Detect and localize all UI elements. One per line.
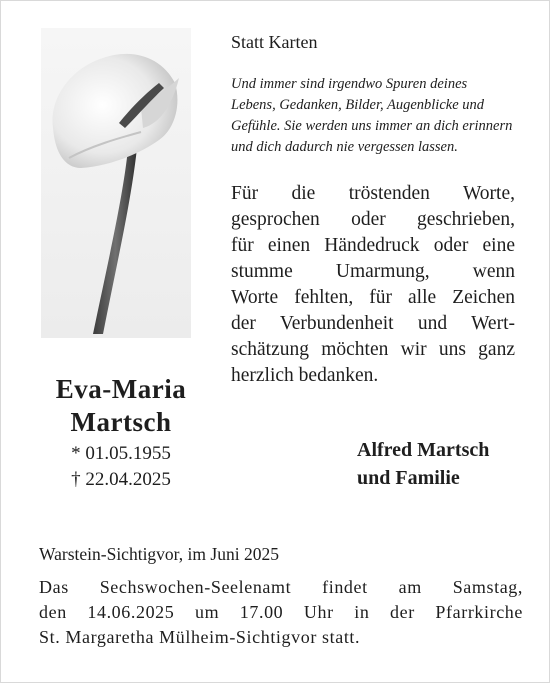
thanks-line: Für die tröstenden Worte, [231, 183, 515, 204]
quote [231, 74, 531, 158]
signature-family: und Familie [357, 467, 460, 489]
thanks-text [231, 181, 515, 389]
header-statt-karten: Statt Karten [231, 32, 318, 52]
thanks-line: herzlich bedanken. [231, 365, 379, 386]
notice-line: den 14.06.2025 um 17.00 Uhr in der Pfarrkirche [39, 602, 523, 622]
notice-line: Das Sechswochen-Seelenamt findet am Samstag, [39, 577, 523, 597]
service-notice [39, 575, 523, 650]
notice-line: St. Margaretha Mülheim-Sichtigvor statt. [39, 627, 361, 647]
thanks-line: für einen Händedruck oder eine [231, 235, 515, 256]
calla-lily-image [41, 28, 191, 338]
thanks-line: schätzung möchten wir uns ganz [231, 339, 515, 360]
thanks-line: stumme Umarmung, wenn [231, 261, 515, 282]
deceased-last-name: Martsch [70, 407, 172, 437]
signature [357, 436, 489, 492]
quote-line: Lebens, Gedanken, Bilder, Augenblicke und [231, 97, 485, 113]
birth-date: * 01.05.1955 [71, 443, 171, 464]
quote-line: und dich dadurch nie vergessen lassen. [231, 139, 458, 155]
thanks-line: der Verbundenheit und Wert- [231, 313, 515, 334]
signature-name: Alfred Martsch [357, 439, 490, 461]
quote-line: Gefühle. Sie werden uns immer an dich erinnern [231, 118, 513, 134]
deceased-first-name: Eva-Maria [55, 374, 187, 404]
thanks-line: Worte fehlten, für alle Zeichen [231, 287, 515, 308]
quote-line: Und immer sind irgendwo Spuren deines [231, 76, 468, 92]
death-date: † 22.04.2025 [71, 469, 171, 490]
place-date: Warstein-Sichtigvor, im Juni 2025 [39, 544, 279, 564]
thanks-line: gesprochen oder geschrieben, [231, 209, 515, 230]
